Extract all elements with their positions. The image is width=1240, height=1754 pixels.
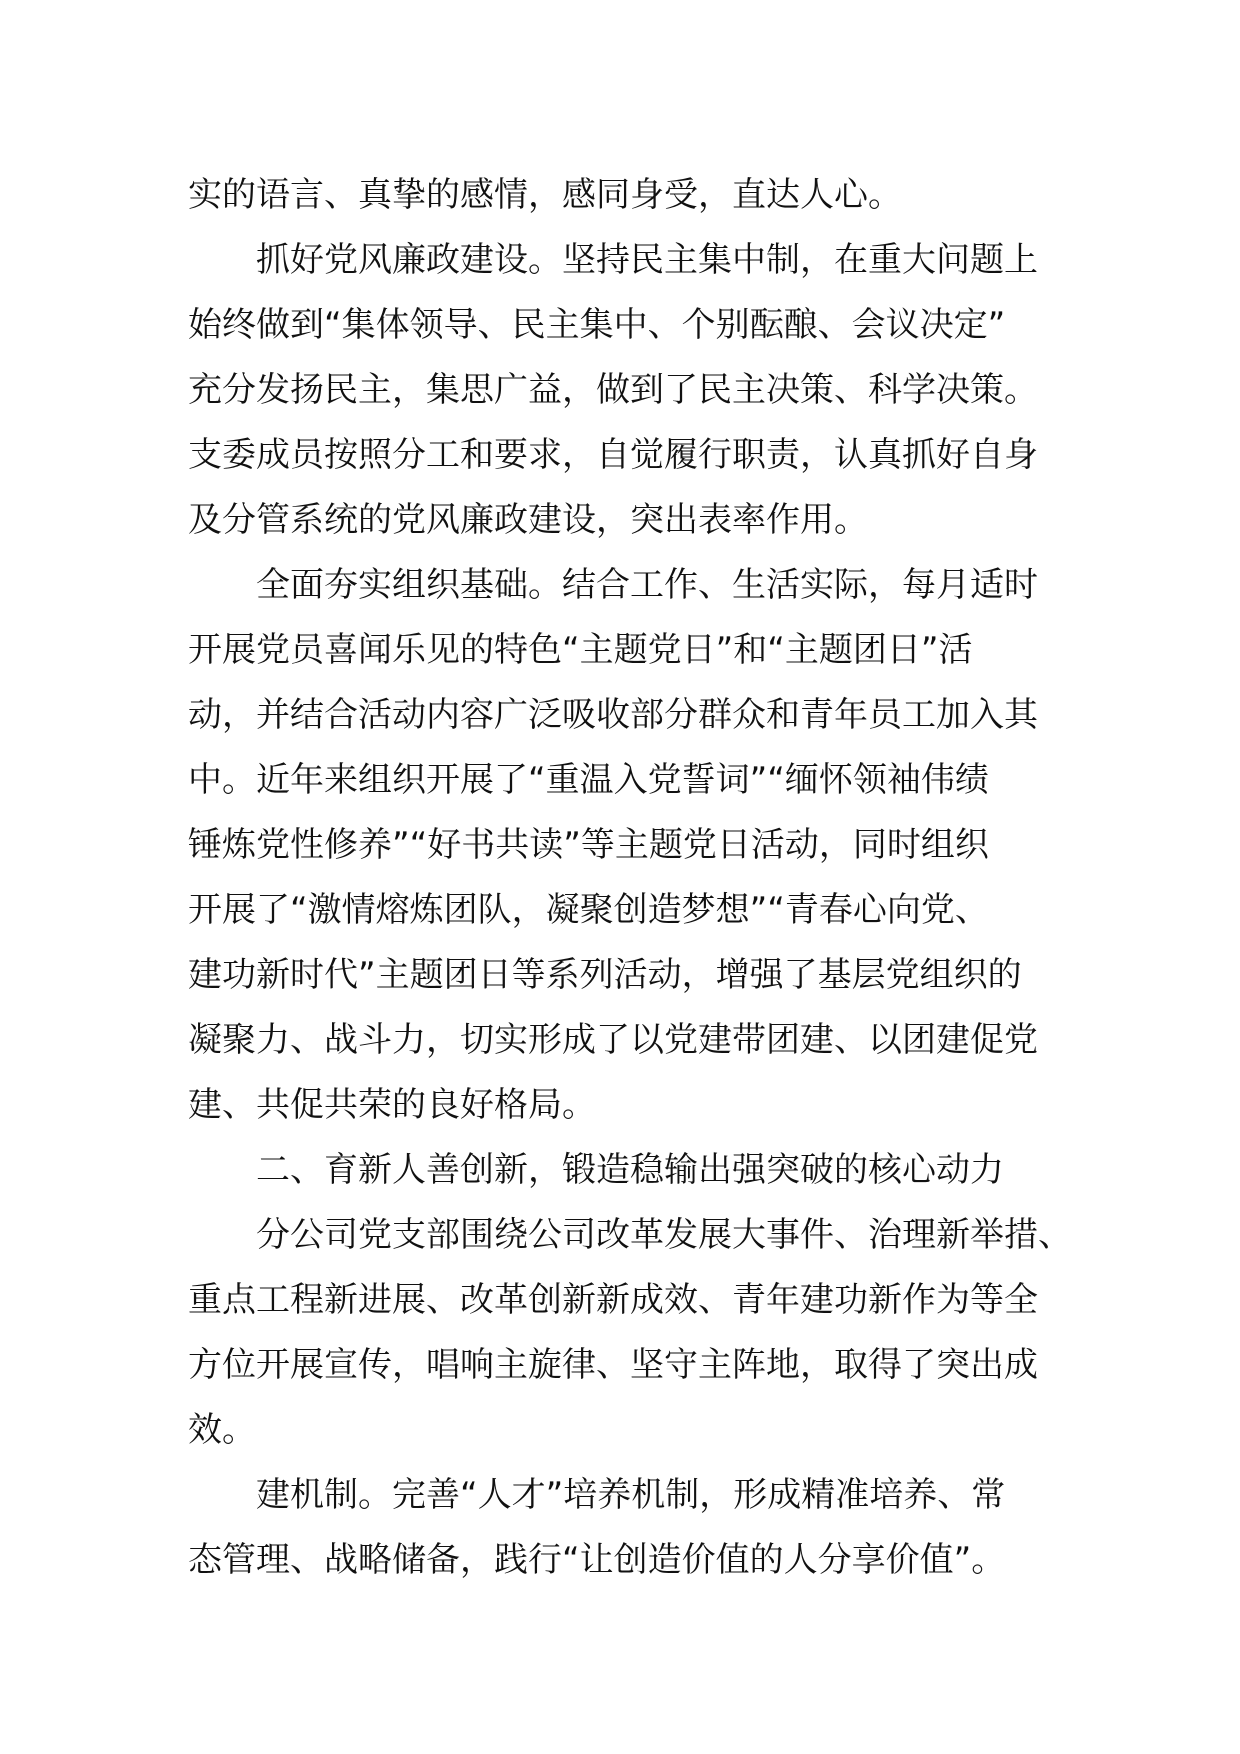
text-line: 分公司党支部围绕公司改革发展大事件、治理新举措、 [188, 1215, 1072, 1255]
text-line: 重点工程新进展、改革创新新成效、青年建功新作为等全 [188, 1280, 1038, 1320]
paragraph-continuation [188, 163, 1068, 228]
text-line: 凝聚力、战斗力，切实形成了以党建带团建、以团建促党 [188, 1020, 1038, 1060]
text-line: 锤炼党性修养”“好书共读”等主题党日活动，同时组织 [188, 825, 989, 865]
text-line: 方位开展宣传，唱响主旋律、坚守主阵地，取得了突出成 [188, 1345, 1038, 1385]
paragraph-party-conduct [188, 228, 1068, 553]
text-line: 始终做到“集体领导、民主集中、个别酝酿、会议决定” [188, 305, 1006, 345]
text-line: 建机制。完善“人才”培养机制，形成精准培养、常 [188, 1475, 1006, 1515]
text-line: 中。近年来组织开展了“重温入党誓词”“缅怀领袖伟绩 [188, 760, 989, 800]
text-line: 效。 [188, 1410, 256, 1450]
paragraph-organization-foundation [188, 553, 1068, 1138]
section-heading [188, 1138, 1068, 1203]
text-line: 抓好党风廉政建设。坚持民主集中制，在重大问题上 [188, 240, 1038, 280]
text-line: 及分管系统的党风廉政建设，突出表率作用。 [188, 500, 868, 540]
text-line: 开展了“激情熔炼团队，凝聚创造梦想”“青春心向党、 [188, 890, 989, 930]
text-line: 实的语言、真挚的感情，感同身受，直达人心。 [188, 175, 902, 215]
paragraph-publicity [188, 1203, 1072, 1463]
text-line: 动，并结合活动内容广泛吸收部分群众和青年员工加入其 [188, 695, 1038, 735]
heading-line: 二、育新人善创新，锻造稳输出强突破的核心动力 [188, 1150, 1004, 1190]
text-line: 态管理、战略储备，践行“让创造价值的人分享价值”。 [188, 1540, 1006, 1580]
text-line: 建、共促共荣的良好格局。 [188, 1085, 596, 1125]
text-line: 充分发扬民主，集思广益，做到了民主决策、科学决策。 [188, 370, 1038, 410]
text-line: 全面夯实组织基础。结合工作、生活实际，每月适时 [188, 565, 1038, 605]
document-body [188, 163, 1072, 1593]
text-line: 开展党员喜闻乐见的特色“主题党日”和“主题团日”活 [188, 630, 973, 670]
text-line: 支委成员按照分工和要求，自觉履行职责，认真抓好自身 [188, 435, 1038, 475]
paragraph-mechanism [188, 1463, 1068, 1593]
text-line: 建功新时代”主题团日等系列活动，增强了基层党组织的 [188, 955, 1022, 995]
